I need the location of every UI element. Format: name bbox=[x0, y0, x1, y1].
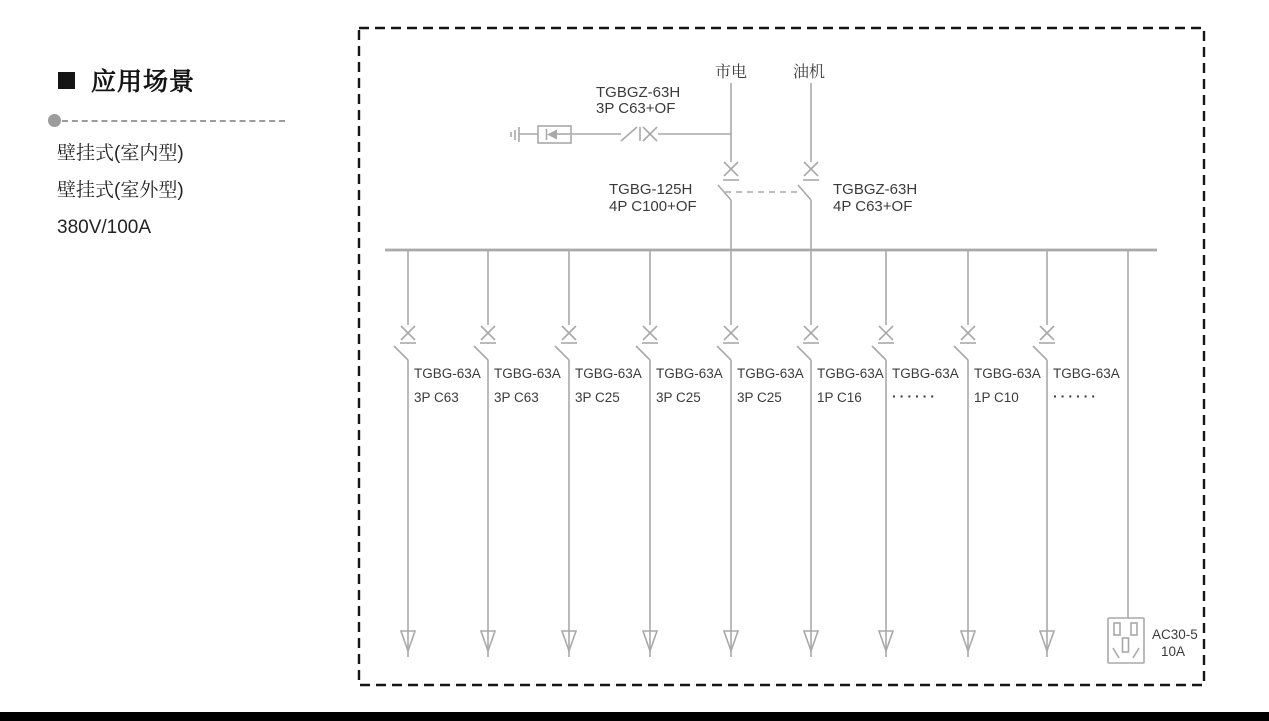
spec-item-rating: 380V/100A bbox=[57, 217, 152, 238]
branch-model: TGBG-63A bbox=[892, 366, 959, 381]
branch-model: TGBG-63A bbox=[656, 366, 723, 381]
spd-breaker-spec: 3P C63+OF bbox=[596, 100, 676, 117]
feeder-branch-3 bbox=[555, 250, 642, 657]
branch-model: TGBG-63A bbox=[1053, 366, 1120, 381]
feeder-branch-4 bbox=[636, 250, 723, 657]
branch-model: TGBG-63A bbox=[414, 366, 481, 381]
branch-spec: 3P C25 bbox=[656, 390, 701, 405]
feeder-branch-8 bbox=[954, 250, 1041, 657]
spec-item-outdoor: 壁挂式(室外型) bbox=[57, 180, 184, 201]
socket-rating: 10A bbox=[1161, 644, 1186, 659]
spd-breaker-model: TGBGZ-63H bbox=[596, 84, 681, 101]
feeder-branch-1 bbox=[394, 250, 481, 657]
feeder-branch-9 bbox=[1033, 250, 1120, 657]
branch-spec: ······ bbox=[1053, 388, 1099, 404]
diagram-border bbox=[359, 28, 1204, 685]
breaker-icon bbox=[636, 326, 658, 360]
branch-model: TGBG-63A bbox=[817, 366, 884, 381]
spd-breaker-icon bbox=[621, 127, 657, 141]
mains-label: 市电 bbox=[714, 64, 748, 81]
breaker-icon bbox=[872, 326, 894, 360]
branch-model: TGBG-63A bbox=[494, 366, 561, 381]
generator-breaker-model: TGBGZ-63H bbox=[833, 181, 918, 198]
branch-spec: 3P C25 bbox=[575, 390, 620, 405]
spd-icon bbox=[538, 126, 571, 143]
branch-model: TGBG-63A bbox=[575, 366, 642, 381]
breaker-icon bbox=[474, 326, 496, 360]
breaker-icon bbox=[555, 326, 577, 360]
mains-breaker-model: TGBG-125H bbox=[609, 181, 693, 198]
feeder-branch-2 bbox=[474, 250, 561, 657]
branch-spec: 3P C63 bbox=[494, 390, 539, 405]
breaker-icon bbox=[1033, 326, 1055, 360]
socket-model: AC30-5 bbox=[1152, 627, 1198, 642]
mains-breaker-spec: 4P C100+OF bbox=[609, 198, 697, 215]
breaker-icon bbox=[797, 326, 819, 360]
socket-icon bbox=[1108, 618, 1144, 663]
branch-spec: 1P C16 bbox=[817, 390, 862, 405]
generator-breaker-icon bbox=[798, 162, 819, 250]
branch-model: TGBG-63A bbox=[737, 366, 804, 381]
panel-title: 应用场景 bbox=[91, 68, 196, 96]
branch-spec: 3P C63 bbox=[414, 390, 459, 405]
branch-spec: 3P C25 bbox=[737, 390, 782, 405]
breaker-icon bbox=[717, 326, 739, 360]
branch-spec: 1P C10 bbox=[974, 390, 1019, 405]
generator-breaker-spec: 4P C63+OF bbox=[833, 198, 913, 215]
bottom-divider bbox=[0, 712, 1269, 721]
breaker-icon bbox=[954, 326, 976, 360]
feeder-branch-6 bbox=[797, 250, 884, 657]
feeder-branch-7 bbox=[872, 250, 959, 657]
feeder-branch-5 bbox=[717, 250, 804, 657]
branch-spec: ······ bbox=[892, 388, 938, 404]
branch-model: TGBG-63A bbox=[974, 366, 1041, 381]
breaker-icon bbox=[394, 326, 416, 360]
spec-item-indoor: 壁挂式(室内型) bbox=[57, 143, 184, 164]
ground-icon bbox=[511, 127, 519, 142]
mains-breaker-icon bbox=[718, 162, 739, 250]
generator-label: 油机 bbox=[792, 64, 826, 81]
